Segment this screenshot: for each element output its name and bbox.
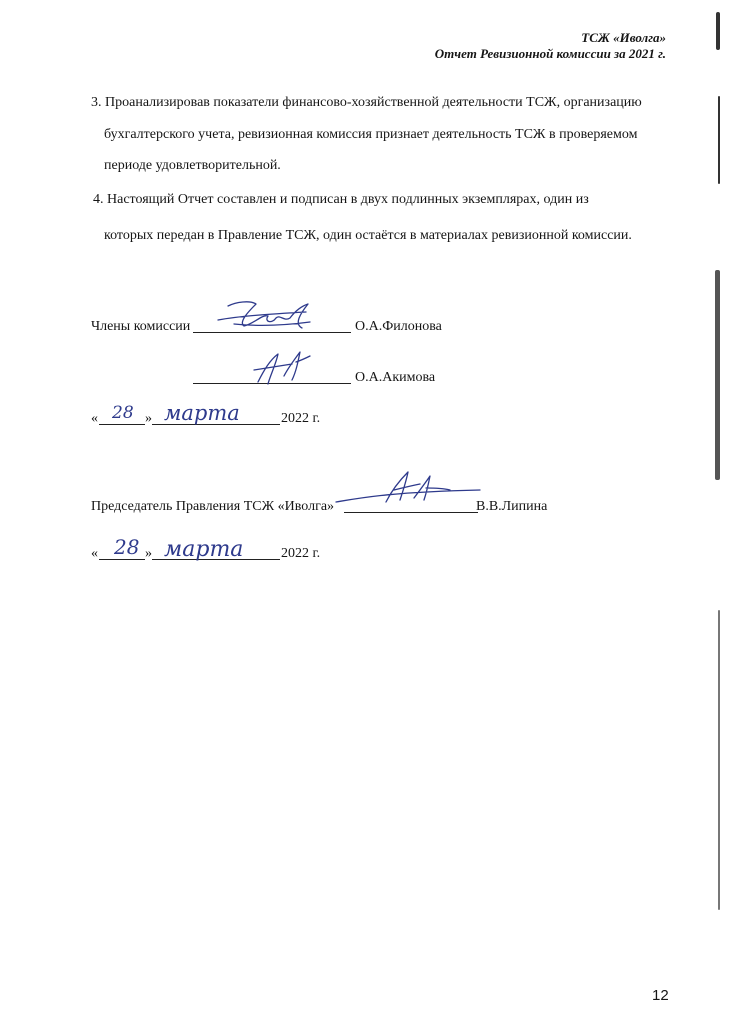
chairman-signature (330, 468, 490, 508)
members-label: Члены комиссии (91, 319, 191, 334)
date2-handwriting (102, 532, 292, 564)
header-report-title: Отчет Ревизионной комиссии за 2021 г. (434, 46, 666, 61)
date2-month: марта (164, 537, 244, 562)
date1-handwriting (102, 398, 292, 428)
scan-edge-mark (718, 96, 720, 184)
date2-close-quote: » (145, 546, 152, 561)
chairman-name: В.В.Липина (476, 499, 548, 514)
chairman-signature-line (344, 512, 478, 513)
item4-line1: 4. Настоящий Отчет составлен и подписан в двух подлинных экземплярах, один из (93, 192, 589, 207)
member2-signature (240, 346, 320, 390)
date1-year: 2022 г. (281, 411, 321, 426)
item4-line2: которых передан в Правление ТСЖ, один остаётся в материалах ревизионной комиссии. (104, 228, 632, 243)
date2-year: 2022 г. (281, 546, 321, 561)
member1-name: О.А.Филонова (355, 319, 442, 334)
scan-edge-mark (716, 12, 720, 50)
chairman-label: Председатель Правления ТСЖ «Иволга» (91, 499, 335, 514)
page-number: 12 (652, 987, 669, 1004)
item3-line2: бухгалтерского учета, ревизионная комиссия признает деятельность ТСЖ в проверяемом (104, 127, 638, 142)
member1-signature (210, 296, 320, 336)
item3-line3: периоде удовлетворительной. (104, 158, 281, 173)
scan-edge-mark (715, 270, 720, 480)
header-org: ТСЖ «Иволга» (581, 30, 666, 45)
date2-open-quote: « (91, 546, 98, 561)
date1-close-quote: » (145, 411, 152, 426)
date2-day: 28 (114, 535, 140, 559)
date1-day: 28 (112, 403, 134, 423)
scan-edge-mark (718, 610, 720, 910)
member2-name: О.А.Акимова (355, 370, 436, 385)
item3-line1: 3. Проанализировав показатели финансово-хозяйственной деятельности ТСЖ, организацию (91, 95, 642, 110)
date1-open-quote: « (91, 411, 98, 426)
date1-month: марта (164, 401, 240, 425)
